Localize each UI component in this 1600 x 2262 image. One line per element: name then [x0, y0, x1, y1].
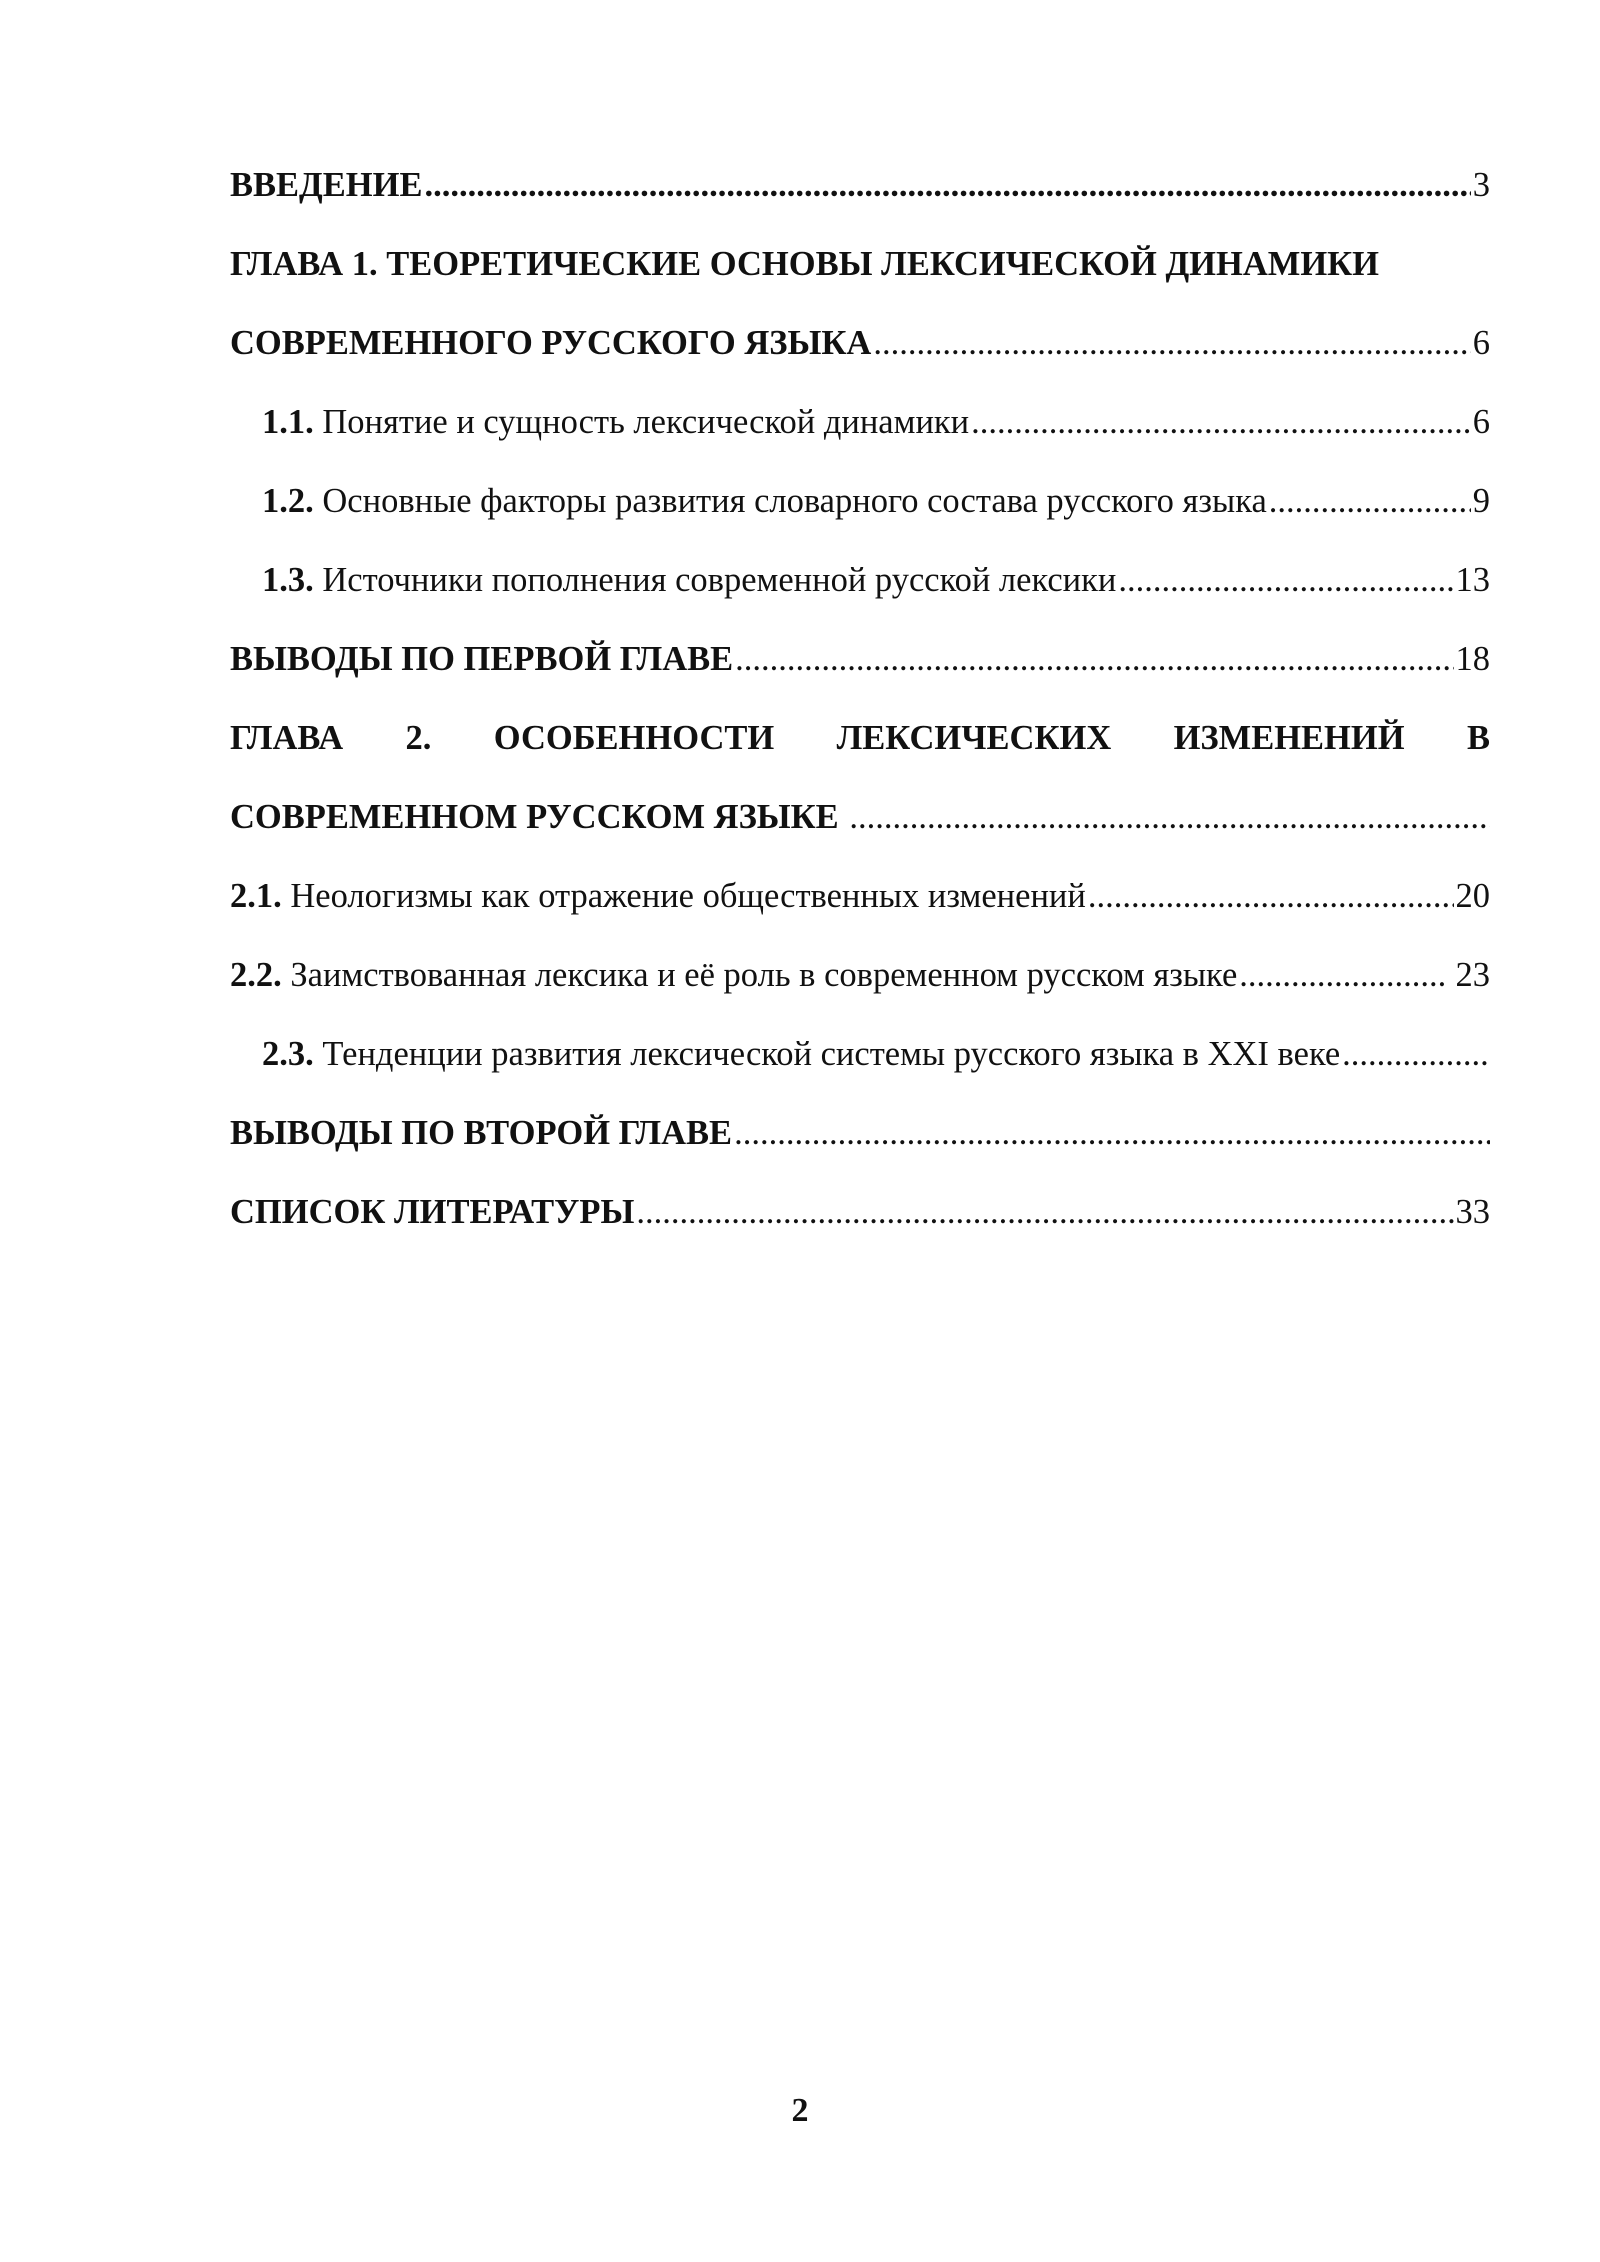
- toc-entry-title: СОВРЕМЕННОМ РУССКОМ ЯЗЫКЕ: [230, 798, 848, 836]
- toc-entry-title: ВЫВОДЫ ПО ВТОРОЙ ГЛАВЕ: [230, 1114, 733, 1152]
- table-of-contents: [230, 146, 1490, 1252]
- toc-entry-chapter-2-line-2: [230, 778, 1490, 857]
- toc-entry-section-2-2: [230, 936, 1490, 1015]
- toc-entry-conclusions-chapter-2: [230, 1094, 1490, 1173]
- toc-entry-title: Неологизмы как отражение общественных изменений: [281, 877, 1086, 915]
- toc-entry-page: 33: [1455, 1193, 1490, 1231]
- toc-entry-section-1-3: [230, 541, 1490, 620]
- toc-entry-title: СПИСОК ЛИТЕРАТУРЫ: [230, 1193, 635, 1231]
- toc-entry-title: СОВРЕМЕННОГО РУССКОГО ЯЗЫКА: [230, 324, 872, 362]
- dot-leader: [424, 146, 1470, 225]
- toc-entry-title: ГЛАВА 1. ТЕОРЕТИЧЕСКИЕ ОСНОВЫ ЛЕКСИЧЕСКОЙ ДИНАМИКИ: [230, 245, 1380, 283]
- toc-entry-title: ВВЕДЕНИЕ: [230, 166, 423, 204]
- toc-entry-page: 20: [1455, 877, 1490, 915]
- toc-entry-section-1-2: [230, 462, 1490, 541]
- dot-leader: [636, 1173, 1453, 1252]
- toc-entry-page: 13: [1455, 561, 1490, 599]
- toc-entry-page: 6: [1472, 324, 1490, 362]
- dot-leader: [1118, 541, 1453, 620]
- toc-entry-section-2-1: [230, 857, 1490, 936]
- dot-leader: [873, 304, 1470, 383]
- toc-entry-references: [230, 1173, 1490, 1252]
- section-number: 1.1.: [262, 403, 314, 441]
- toc-word: ГЛАВА: [230, 719, 344, 757]
- section-number: 1.3.: [262, 561, 314, 599]
- dot-leader: [1269, 462, 1471, 541]
- dot-leader: [971, 383, 1471, 462]
- dot-leader: [734, 1094, 1490, 1173]
- toc-entry-chapter-1-line-2: [230, 304, 1490, 383]
- section-number: 2.2.: [230, 956, 282, 994]
- toc-word: ОСОБЕННОСТИ: [493, 719, 775, 757]
- section-number: 2.1.: [230, 877, 282, 915]
- toc-entry-title: Понятие и сущность лексической динамики: [313, 403, 970, 441]
- toc-entry-title: Заимствованная лексика и её роль в современном русском языке: [281, 956, 1238, 994]
- dot-leader: [849, 778, 1490, 857]
- toc-entry-page: 6: [1472, 403, 1490, 441]
- toc-word: В: [1466, 719, 1490, 757]
- toc-word: 2.: [405, 719, 432, 757]
- toc-entry-chapter-2-line-1: [230, 699, 1490, 778]
- dot-leader: [735, 620, 1453, 699]
- toc-entry-introduction: [230, 146, 1490, 225]
- dot-leader: [1088, 857, 1454, 936]
- toc-word: ЛЕКСИЧЕСКИХ: [836, 719, 1112, 757]
- toc-entry-page: 9: [1472, 482, 1490, 520]
- toc-entry-title: ВЫВОДЫ ПО ПЕРВОЙ ГЛАВЕ: [230, 640, 734, 678]
- dot-leader: [1239, 936, 1447, 1015]
- toc-entry-title: Тенденции развития лексической системы русского языка в XXI веке: [313, 1035, 1341, 1073]
- page-number: 2: [791, 2092, 809, 2129]
- toc-entry-title: Источники пополнения современной русской лексики: [313, 561, 1117, 599]
- toc-entry-section-1-1: [230, 383, 1490, 462]
- toc-entry-page: 23: [1446, 956, 1490, 994]
- toc-entry-chapter-1-line-1: [230, 225, 1490, 304]
- toc-entry-conclusions-chapter-1: [230, 620, 1490, 699]
- toc-entry-page: 18: [1455, 640, 1490, 678]
- toc-entry-title: Основные факторы развития словарного состава русского языка: [313, 482, 1267, 520]
- section-number: 1.2.: [262, 482, 314, 520]
- toc-word: ИЗМЕНЕНИЙ: [1173, 719, 1405, 757]
- toc-entry-page: 3: [1472, 166, 1490, 204]
- dot-leader: [1342, 1015, 1490, 1094]
- toc-entry-section-2-3: [230, 1015, 1490, 1094]
- section-number: 2.3.: [262, 1035, 314, 1073]
